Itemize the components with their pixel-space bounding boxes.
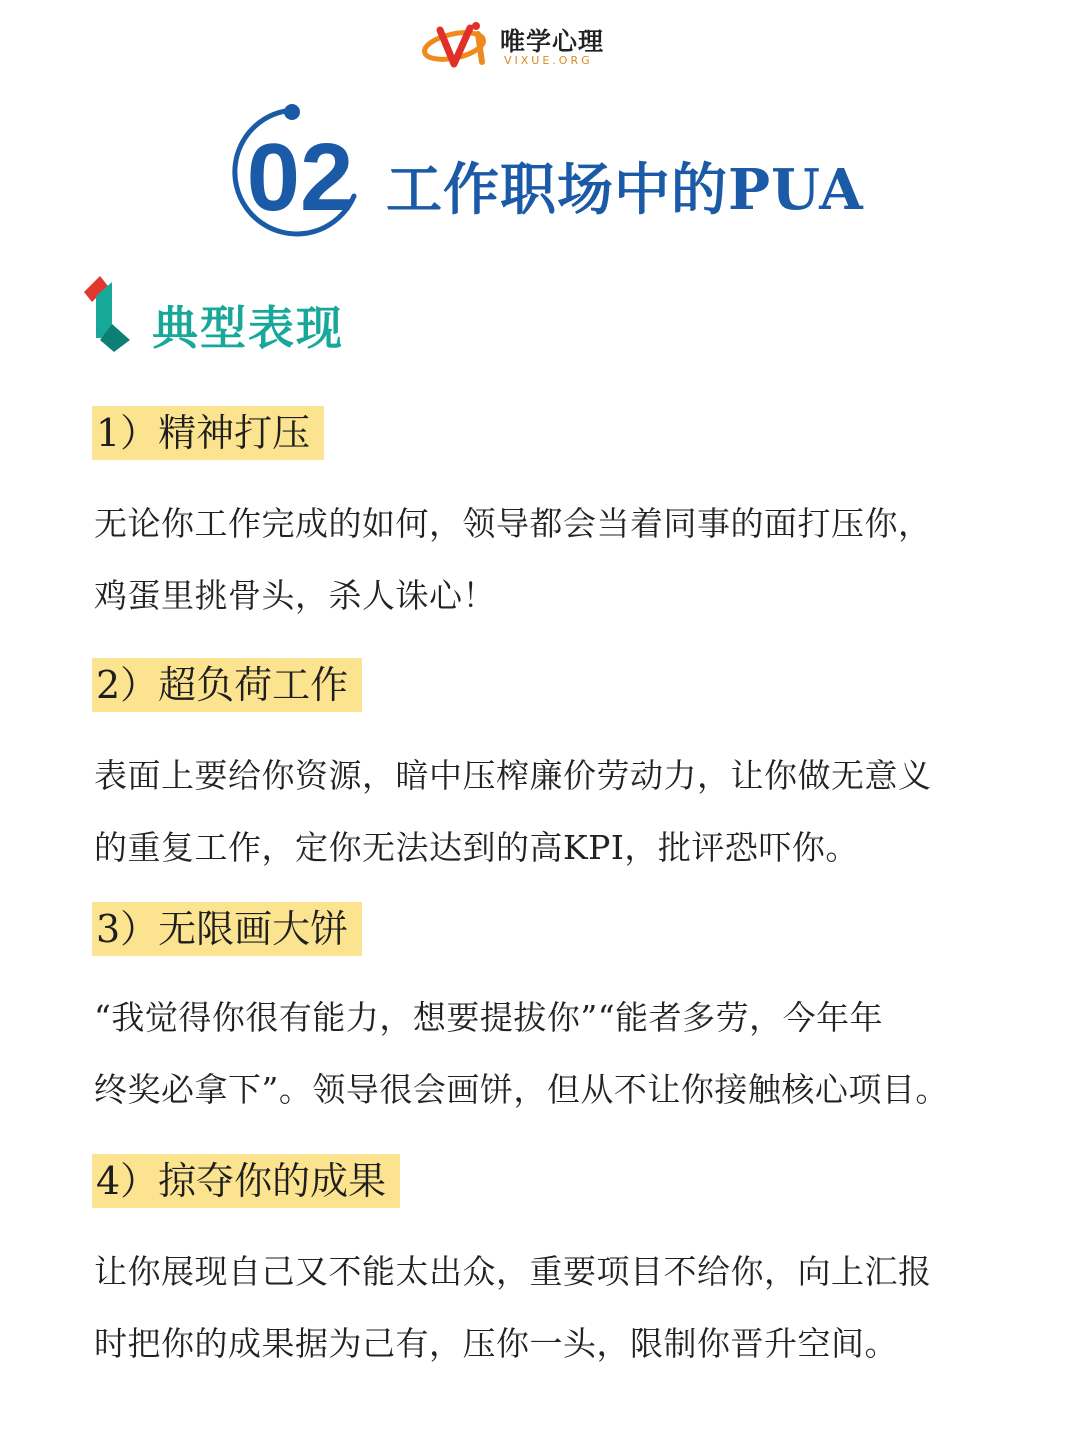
item-heading: 2）超负荷工作	[92, 658, 362, 712]
item-body	[94, 982, 1034, 1126]
subsection-number-icon	[78, 274, 134, 354]
item-body	[94, 488, 1034, 632]
logo-mark-icon	[420, 20, 500, 70]
item-heading: 4）掠夺你的成果	[92, 1154, 400, 1208]
item-body-line: 时把你的成果据为己有，压你一头，限制你晋升空间。	[94, 1324, 898, 1363]
brand-logo	[420, 18, 620, 72]
item-body-line: 让你展现自己又不能太出众，重要项目不给你，向上汇报	[94, 1252, 932, 1291]
section-number-badge	[212, 100, 372, 240]
item-body	[94, 1236, 1034, 1380]
subsection-number: 1	[103, 334, 105, 335]
item-body-line: 无论你工作完成的如何，领导都会当着同事的面打压你，	[94, 504, 932, 543]
section-number: 02	[246, 124, 354, 231]
logo-name: 唯学心理	[500, 27, 605, 56]
item-body-line: “我觉得你很有能力，想要提拔你”“能者多劳，今年年	[94, 998, 884, 1037]
item-body-line: 终奖必拿下”。领导很会画饼，但从不让你接触核心项目。	[94, 1070, 949, 1109]
item-body-line: 表面上要给你资源，暗中压榨廉价劳动力，让你做无意义	[94, 756, 932, 795]
subsection-title: 典型表现	[152, 301, 344, 355]
item-body	[94, 740, 1034, 884]
item-heading: 3）无限画大饼	[92, 902, 362, 956]
item-body-line: 鸡蛋里挑骨头，杀人诛心！	[94, 576, 496, 615]
logo-domain: VIXUE.ORG	[504, 54, 593, 67]
item-heading: 1）精神打压	[92, 406, 324, 460]
section-title: 工作职场中的PUA	[386, 157, 864, 223]
item-body-line: 的重复工作，定你无法达到的高KPI，批评恐吓你。	[94, 828, 859, 867]
